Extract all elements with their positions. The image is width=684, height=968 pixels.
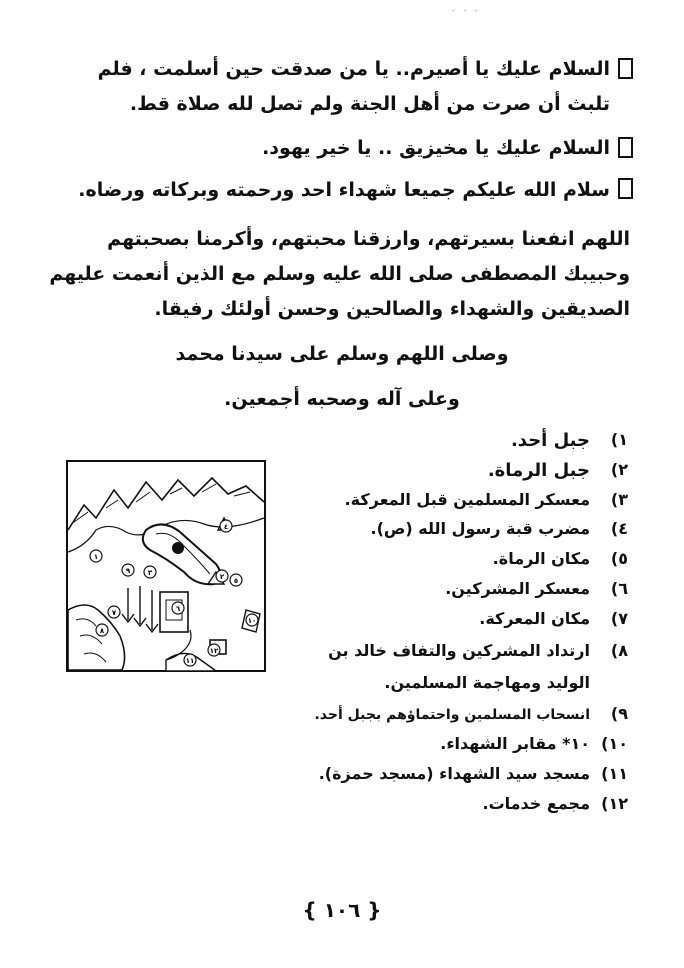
marker-dot	[172, 542, 184, 554]
map-marker-label: ٧	[111, 609, 117, 617]
legend-item: مكان المعركة.	[479, 609, 590, 628]
bullet-2-line: السلام عليك يا مخيزيق .. يا خير يهود.	[262, 137, 610, 159]
map-marker-label: ٥	[233, 577, 239, 585]
legend-number: ٦)	[610, 579, 628, 598]
map-marker-label: ٢	[219, 573, 225, 581]
legend-item: انسحاب المسلمين واحتماؤهم بجبل أحد.	[314, 707, 590, 723]
map-marker-label: ٩	[125, 567, 131, 575]
legend-item: مجمع خدمات.	[482, 794, 590, 813]
legend-number: ٨)	[610, 641, 628, 660]
prayer-line-3: الصديقين والشهداء والصالحين وحسن أولئك رفيقا.	[154, 298, 630, 320]
legend-item: مسجد سيد الشهداء (مسجد حمزة).	[318, 764, 590, 783]
legend-number: ١٢)	[601, 794, 628, 813]
bullet-box	[618, 137, 633, 158]
map-marker-label: ١	[93, 553, 99, 561]
legend-number: ٥)	[610, 549, 628, 568]
legend-number: ٣)	[610, 490, 628, 509]
legend-number: ٢)	[610, 460, 628, 479]
legend-item: مكان الرماة.	[492, 549, 590, 568]
legend-item: ١٠* مقابر الشهداء.	[440, 734, 590, 753]
battle-map-illustration	[66, 460, 266, 672]
top-mark: - - -	[452, 6, 481, 15]
map-marker-label: ١٠	[247, 617, 257, 625]
map-marker-label: ٤	[223, 523, 229, 531]
page-number: { ١٠٦ }	[302, 898, 382, 922]
legend-item-continued: الوليد ومهاجمة المسلمين.	[384, 673, 590, 692]
legend-number: ٧)	[610, 609, 628, 628]
bullet-3-line: سلام الله عليكم جميعا شهداء احد ورحمته وبركاته ورضاه.	[78, 179, 610, 201]
bullet-1-line-1: السلام عليك يا أصيرم.. يا من صدقت حين أسلمت ، فلم	[97, 58, 610, 80]
legend-item: جبل أحد.	[510, 430, 590, 451]
closing-line-1: وصلى اللهم وسلم على سيدنا محمد	[175, 343, 509, 365]
legend-number: ١١)	[601, 764, 628, 783]
map-marker-label: ٣	[147, 569, 153, 577]
legend-number: ١)	[610, 430, 628, 449]
legend-item: معسكر المشركين.	[445, 579, 590, 598]
map-marker-label: ٨	[99, 627, 105, 635]
legend-number: ٤)	[610, 519, 628, 538]
legend-item: معسكر المسلمين قبل المعركة.	[344, 490, 590, 509]
legend-number: ٩)	[610, 704, 628, 723]
map-marker-label: ١١	[185, 657, 195, 665]
bullet-box	[618, 58, 633, 79]
map-marker-label: ١٢	[209, 647, 219, 655]
bullet-box	[618, 178, 633, 199]
legend-item: جبل الرماة.	[487, 460, 590, 481]
legend-number: ١٠)	[601, 734, 628, 753]
bullet-1-line-2: تلبث أن صرت من أهل الجنة ولم تصل لله صلاة قط.	[129, 93, 610, 115]
prayer-line-1: اللهم انفعنا بسيرتهم، وارزقنا محبتهم، وأكرمنا بصحبتهم	[107, 228, 630, 250]
closing-line-2: وعلى آله وصحبه أجمعين.	[224, 388, 460, 410]
legend-item: مضرب قبة رسول الله (ص).	[370, 519, 590, 538]
legend-item: ارتداد المشركين والتفاف خالد بن	[328, 641, 590, 660]
map-marker-label: ٦	[175, 605, 181, 613]
prayer-line-2: وحبيبك المصطفى صلى الله عليه وسلم مع الذين أنعمت عليهم	[49, 263, 630, 285]
